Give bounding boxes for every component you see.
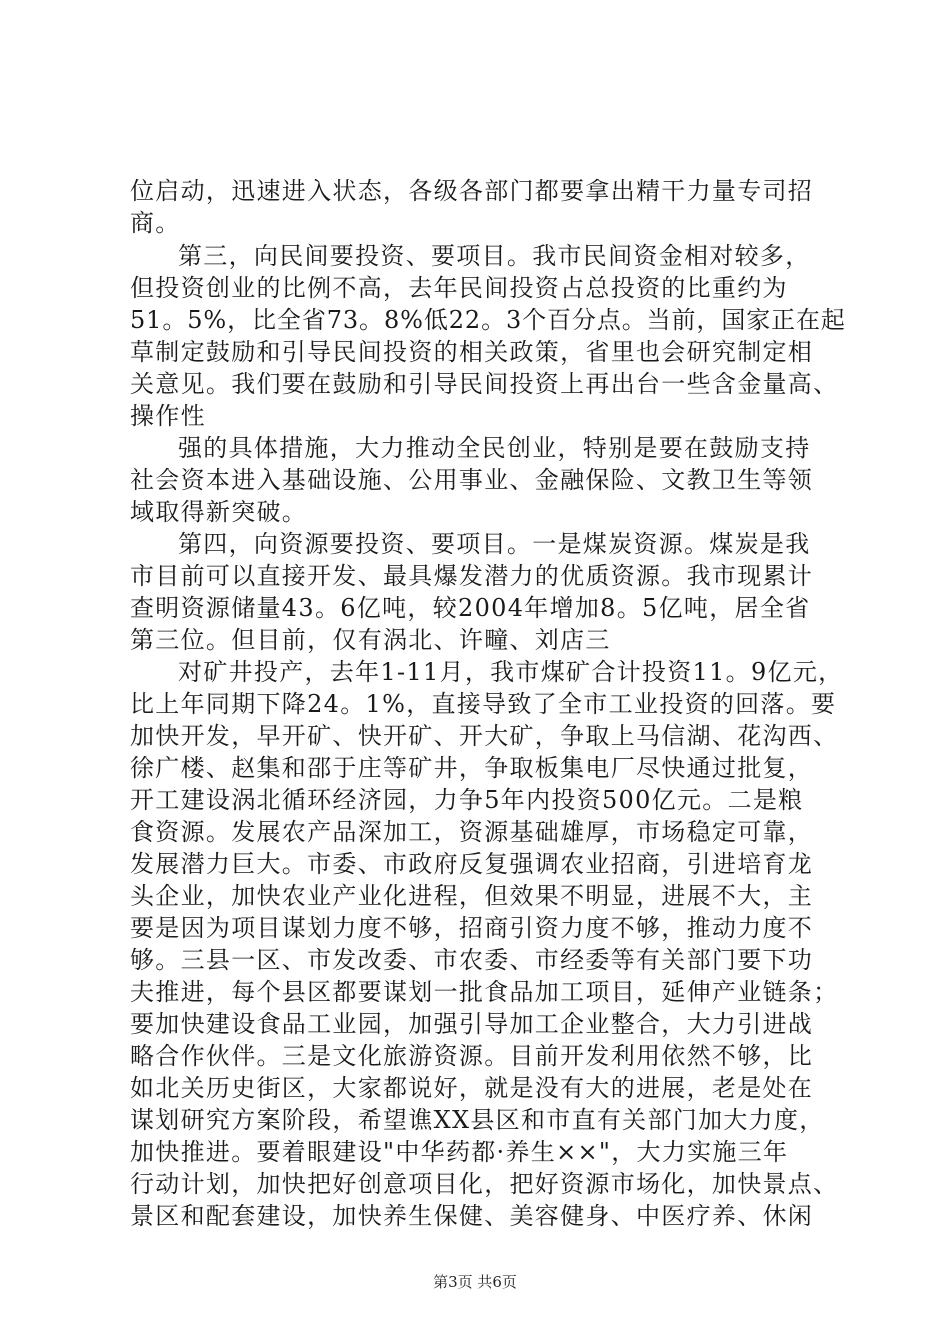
- body-line: 商。: [130, 209, 181, 237]
- body-line: 要加快建设食品工业园，加强引导加工企业整合，大力引进战: [130, 1010, 814, 1038]
- paragraph-start-line: 第四，向资源要投资、要项目。一是煤炭资源。煤炭是我: [178, 530, 811, 558]
- body-line: 位启动，迅速进入状态，各级各部门都要拿出精干力量专司招: [130, 177, 814, 205]
- body-line: 夫推进，每个县区都要谋划一批食品加工项目，延伸产业链条；: [130, 978, 839, 1006]
- body-line: 51。5%，比全省73。8%低22。3个百分点。当前，国家正在起: [130, 306, 846, 334]
- body-line: 域取得新突破。: [130, 498, 308, 526]
- body-line: 要是因为项目谋划力度不够，招商引资力度不够，推动力度不: [130, 914, 814, 942]
- body-line: 加快推进。要着眼建设"中华药都·养生××"，大力实施三年: [130, 1138, 789, 1166]
- body-line: 徐广楼、赵集和邵于庄等矿井，争取板集电厂尽快通过批复，: [130, 754, 814, 782]
- body-line: 第三位。但目前，仅有涡北、许疃、刘店三: [130, 626, 611, 654]
- body-line: 够。三县一区、市发改委、市农委、市经委等有关部门要下功: [130, 946, 814, 974]
- page-number-footer: 第3页 共6页: [433, 1273, 517, 1291]
- body-line: 如北关历史街区，大家都说好，就是没有大的进展，老是处在: [130, 1074, 814, 1102]
- body-line: 但投资创业的比例不高，去年民间投资占总投资的比重约为: [130, 274, 788, 302]
- body-line: 景区和配套建设，加快养生保健、美容健身、中医疗养、休闲: [130, 1202, 814, 1230]
- body-line: 行动计划，加快把好创意项目化，把好资源市场化，加快景点、: [130, 1170, 839, 1198]
- body-line: 草制定鼓励和引导民间投资的相关政策，省里也会研究制定相: [130, 338, 814, 366]
- body-line: 谋划研究方案阶段，希望谯XX县区和市直有关部门加大力度，: [130, 1106, 825, 1134]
- body-line: 关意见。我们要在鼓励和引导民间投资上再出台一些含金量高、: [130, 370, 839, 398]
- body-line: 食资源。发展农产品深加工，资源基础雄厚，市场稳定可靠，: [130, 818, 814, 846]
- body-line: 市目前可以直接开发、最具爆发潜力的优质资源。我市现累计: [130, 562, 814, 590]
- paragraph-start-line: 对矿井投产，去年1-11月，我市煤矿合计投资11。9亿元，: [178, 658, 844, 686]
- body-line: 略合作伙伴。三是文化旅游资源。目前开发利用依然不够，比: [130, 1042, 814, 1070]
- body-line: 加快开发，早开矿、快开矿、开大矿，争取上马信湖、花沟西、: [130, 722, 839, 750]
- body-line: 头企业，加快农业产业化进程，但效果不明显，进展不大，主: [130, 882, 814, 910]
- body-line: 发展潜力巨大。市委、市政府反复强调农业招商，引进培育龙: [130, 850, 814, 878]
- paragraph-start-line: 强的具体措施，大力推动全民创业，特别是要在鼓励支持: [178, 434, 811, 462]
- paragraph-start-line: 第三，向民间要投资、要项目。我市民间资金相对较多，: [178, 242, 811, 270]
- body-line: 开工建设涡北循环经济园，力争5年内投资500亿元。二是粮: [130, 786, 804, 814]
- body-line: 查明资源储量43。6亿吨，较2004年增加8。5亿吨，居全省: [130, 594, 811, 622]
- body-line: 社会资本进入基础设施、公用事业、金融保险、文教卫生等领: [130, 466, 814, 494]
- body-line: 比上年同期下降24。1%，直接导致了全市工业投资的回落。要: [130, 690, 837, 718]
- body-line: 操作性: [130, 402, 206, 430]
